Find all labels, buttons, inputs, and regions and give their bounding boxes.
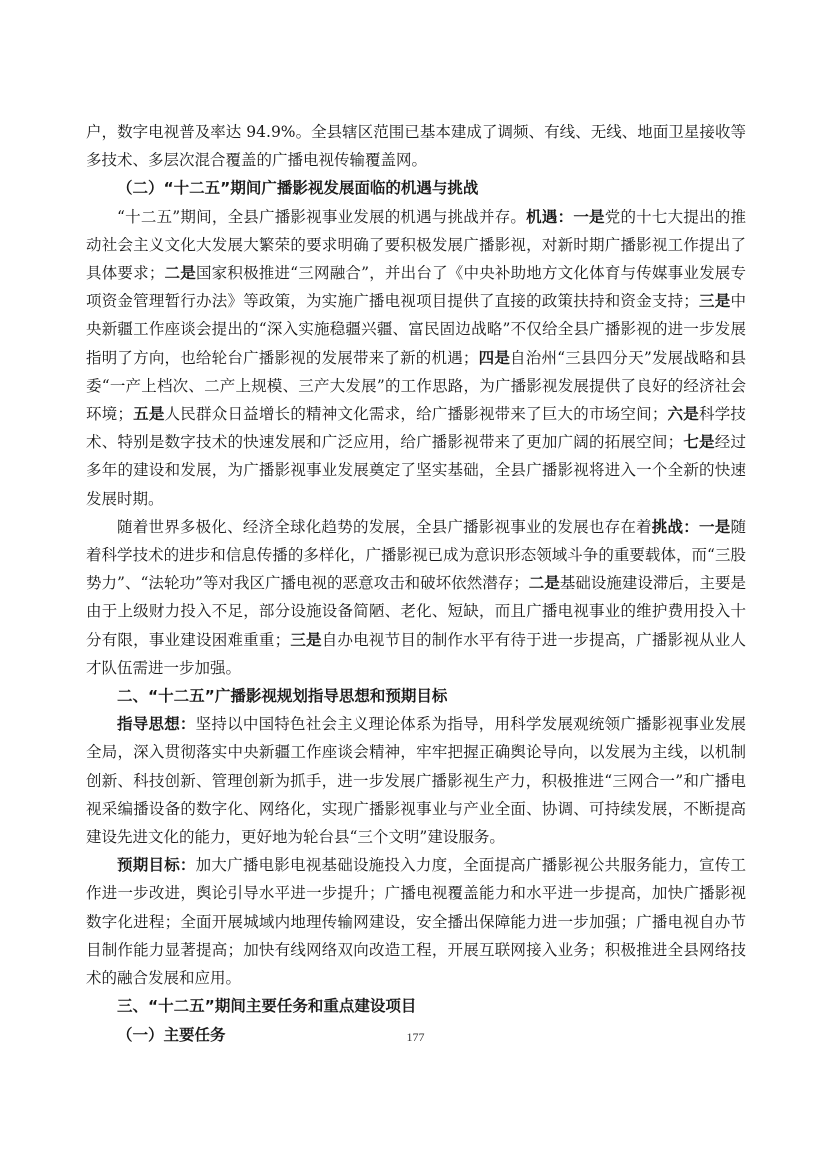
paragraph-guiding-ideology <box>86 710 746 851</box>
text: 坚持以中国特色社会主义理论体系为指导，用科学发展观统领广播影视事业发展全局，深入贯彻落实中央新疆工作座谈会精神，牢牢把握正确舆论导向，以发展为主线，以机制创新、科技创新、管理创新为抓手，进一步发展广播影视生产力，积极推进“三网合一”和广播电视采编播设备的数字化、网络化，实现广播影视事业与产业全面、协调、可持续发展，不断提高建设先进文化的能力，更好地为轮台县“三个文明”建设服务。 <box>86 715 746 847</box>
text: 加大广播电影电视基础设施投入力度，全面提高广播影视公共服务能力，宣传工作进一步改进，舆论引导水平进一步提升；广播电视覆盖能力和水平进一步提高，加快广播影视数字化进程；全面开展城域内地理传输网建设，安全播出保障能力进一步加强；广播电视自办节目制作能力显著提高；加快有线网络双向改造工程，开展互联网接入业务；积极推进全县网络技术的融合发展和应用。 <box>86 856 746 988</box>
keyword: 六是 <box>667 405 699 424</box>
text: 人民群众日益增长的精神文化需求，给广播影视带来了巨大的市场空间； <box>164 405 668 424</box>
text: 随着科学技术的进步和信息传播的多样化，广播影视已成为意识形态领域斗争的重要载体，而“三股势力”、“法轮功”等对我区广播电视的恶意攻击和破坏依然潜存； <box>86 517 746 593</box>
keyword: 七是 <box>683 433 715 452</box>
text: 国家积极推进“三网融合”，并出台了《中央补助地方文化体育与传媒事业发展专项资金管理暂行办法》等政策，为实施广播电视项目提供了直接的政策扶持和资金支持； <box>86 264 746 311</box>
text: 中央新疆工作座谈会提出的“深入实施稳疆兴疆、富民固边战略”不仅给全县广播影视的进一步发展指明了方向，也给轮台广播影视的发展带来了新的机遇； <box>86 292 746 367</box>
paragraph-coverage: 户，数字电视普及率达 94.9%。全县辖区范围已基本建成了调频、有线、无线、地面卫星接收等多技术、多层次混合覆盖的广播电视传输覆盖网。 <box>86 123 746 170</box>
keyword: 机遇： <box>526 207 574 226</box>
text: 自治州“三县四分天”发展战略和县委“一产上档次、二产上规模、三产大发展”的工作思路，为广播影视发展提供了良好的经济社会环境； <box>86 348 746 424</box>
paragraph-challenges <box>86 513 746 682</box>
keyword: 一是 <box>573 207 605 226</box>
text: 党的十七大提出的推动社会主义文化大发展大繁荣的要求明确了要积极发展广播影视，对新时期广播影视工作提出了具体要求； <box>86 207 746 283</box>
lead-term: 指导思想： <box>117 715 196 734</box>
keyword: 一是 <box>699 517 731 536</box>
text: 随着世界多极化、经济全球化趋势的发展，全县广播影视事业的发展也存在着 <box>117 517 652 536</box>
keyword: 二是 <box>528 574 560 593</box>
text: 科学技术、特别是数字技术的快速发展和广泛应用，给广播影视带来了更加广阔的拓展空间； <box>86 405 746 452</box>
section-heading-opportunities: （二）“十二五”期间广播影视发展面临的机遇与挑战 <box>117 179 479 198</box>
keyword: 三是 <box>698 292 731 311</box>
section-heading-guiding-ideology: 二、“十二五”广播影视规划指导思想和预期目标 <box>117 687 448 706</box>
keyword: 二是 <box>164 264 196 283</box>
lead-term: 预期目标： <box>117 856 196 875</box>
text: 自办电视节目的制作水平有待于进一步提高，广播影视从业人才队伍需进一步加强。 <box>86 630 746 677</box>
keyword: 四是 <box>478 348 511 367</box>
page-number: 177 <box>406 1030 425 1044</box>
paragraph-expected-goals <box>86 851 746 992</box>
text: 基础设施建设滞后，主要是由于上级财力投入不足，部分设施设备简陋、老化、短缺，而且广播电视事业的维护费用投入十分有限，事业建设困难重重； <box>86 574 746 649</box>
text: 经过多年的建设和发展，为广播影视事业发展奠定了坚实基础，全县广播影视将进入一个全新的快速发展时期。 <box>86 433 746 508</box>
paragraph-opportunities <box>86 203 746 513</box>
keyword: 三是 <box>290 630 322 649</box>
section-heading-main-tasks: 三、“十二五”期间主要任务和重点建设项目 <box>117 997 417 1016</box>
keyword: 挑战： <box>651 517 699 536</box>
keyword: 五是 <box>132 405 165 424</box>
text: “十二五”期间，全县广播影视事业发展的机遇与挑战并存。 <box>117 207 527 226</box>
document-body <box>86 118 746 1049</box>
subsection-heading-main-tasks: （一）主要任务 <box>117 1025 226 1044</box>
